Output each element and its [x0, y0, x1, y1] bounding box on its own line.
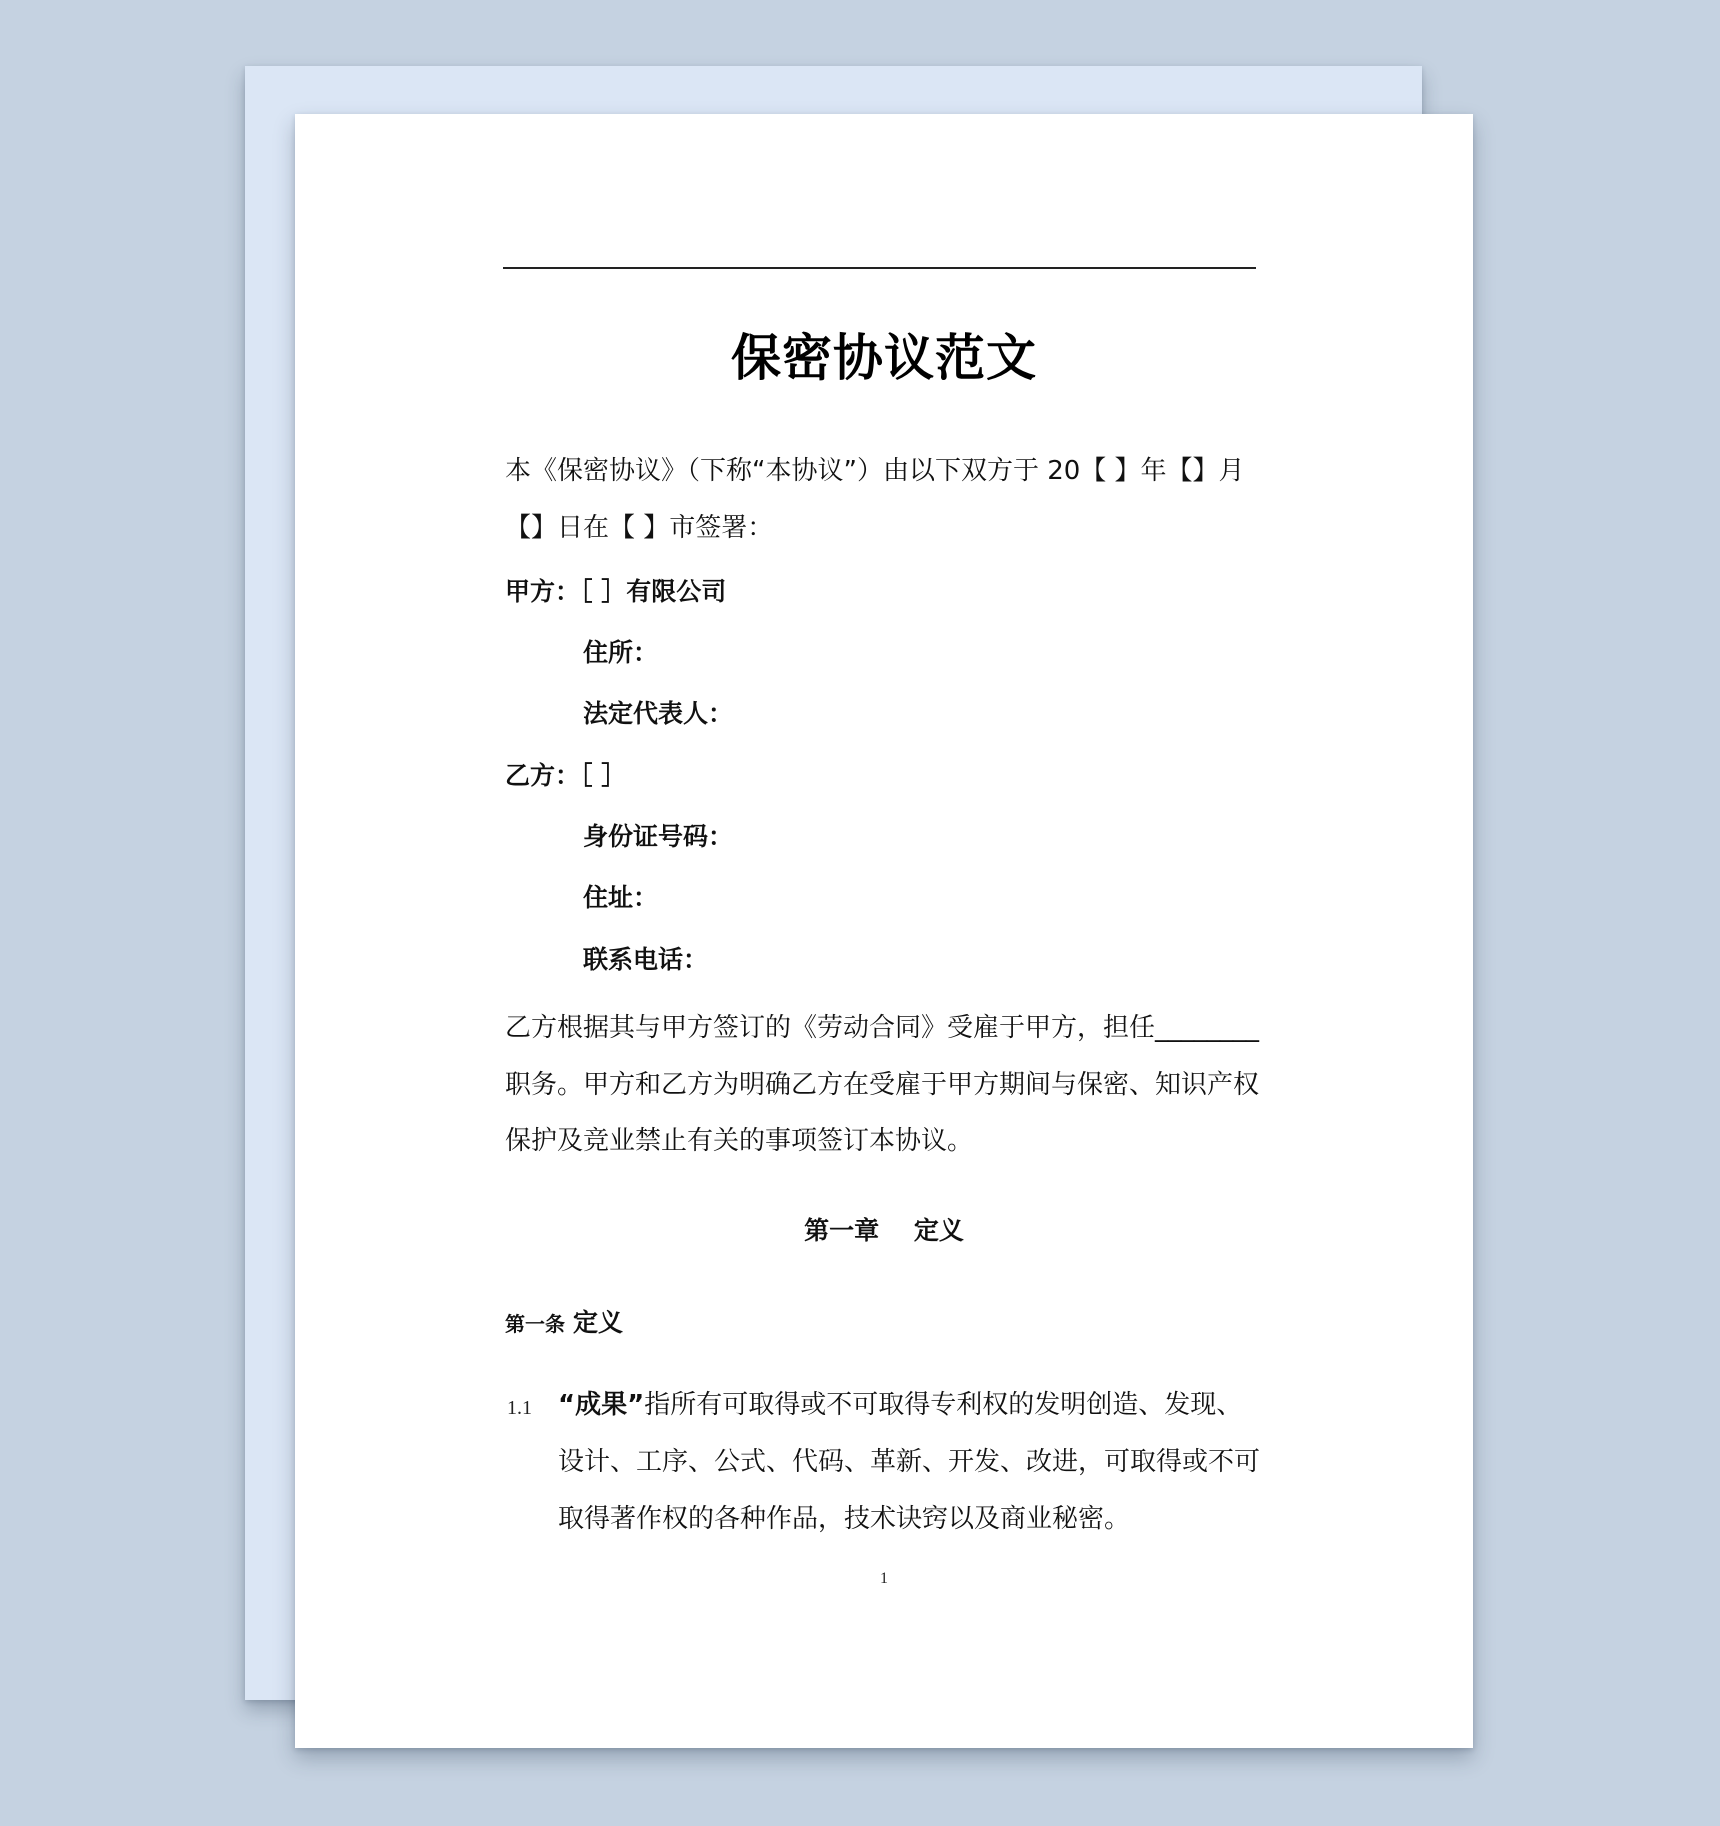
clause-line-2: 设计、工序、公式、代码、革新、开发、改进，可取得或不可 [558, 1447, 1261, 1477]
clause-term: “成果” [558, 1390, 645, 1420]
article-heading [505, 1307, 623, 1340]
party-a-heading: 甲方：［ ］有限公司 [505, 577, 727, 606]
clause-line-1 [558, 1389, 1242, 1423]
chapter-heading: 第一章 定义 [804, 1216, 964, 1245]
clause-number: 1.1 [507, 1397, 532, 1419]
party-b-phone-label: 联系电话： [583, 945, 709, 974]
header-rule [503, 267, 1256, 269]
party-b-heading: 乙方：［ ］ [505, 761, 627, 790]
article-number: 第一条 [505, 1312, 565, 1336]
paragraph-line-1: 乙方根据其与甲方签订的《劳动合同》受雇于甲方，担任________ [505, 1013, 1260, 1043]
document-page [295, 114, 1473, 1748]
party-b-address-label: 住址： [583, 883, 659, 912]
paragraph-line-3: 保护及竞业禁止有关的事项签订本协议。 [505, 1126, 974, 1156]
paragraph-line-2: 职务。甲方和乙方为明确乙方在受雇于甲方期间与保密、知识产权 [505, 1070, 1260, 1100]
document-title: 保密协议范文 [731, 329, 1037, 387]
intro-line-2: 【】日在【 】市签署： [505, 513, 774, 543]
page-content [295, 114, 1473, 1748]
intro-line-1: 本《保密协议》（下称“本协议”）由以下双方于 20【 】年【】月 [505, 456, 1245, 486]
party-a-legal-rep-label: 法定代表人： [583, 699, 734, 728]
party-b-id-label: 身份证号码： [583, 822, 734, 851]
clause-line-1-text: 指所有可取得或不可取得专利权的发明创造、发现、 [644, 1390, 1243, 1420]
party-a-address-label: 住所： [583, 638, 659, 667]
article-title: 定义 [573, 1308, 624, 1337]
page-number: 1 [880, 1570, 888, 1587]
clause-line-3: 取得著作权的各种作品，技术诀窍以及商业秘密。 [558, 1504, 1131, 1534]
